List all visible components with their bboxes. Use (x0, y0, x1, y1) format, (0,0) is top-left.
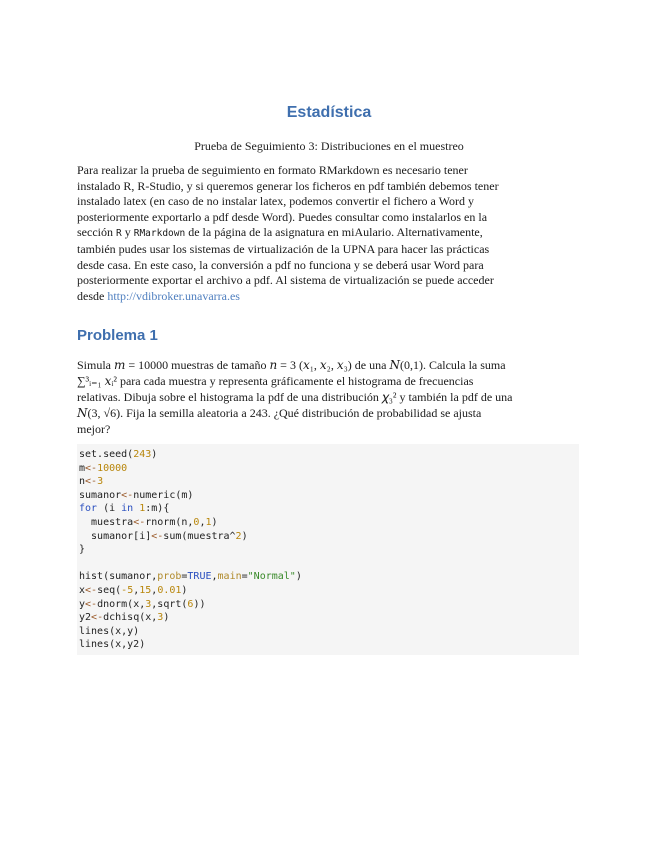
intro-line: también pudes usar los sistemas de virtualización de la UPNA para hacer las prácticas (77, 241, 490, 256)
intro-line: instalado latex (en caso de no instalar latex, podemos convertir el fichero a Word y (77, 194, 475, 209)
problem-statement (77, 357, 581, 437)
code-line: } (79, 544, 86, 556)
code-line: muestra<-rnorm(n,0,1) (79, 516, 218, 528)
problem-line: mejor? (77, 422, 111, 436)
code-line: set.seed(243) (79, 449, 158, 460)
intro-text: y (121, 225, 134, 240)
code-line: y<-dnorm(x,3,sqrt(6)) (79, 598, 206, 610)
code-line: lines(x,y) (79, 625, 140, 637)
intro-paragraph (77, 163, 581, 304)
intro-line: desde casa. En este caso, la conversión a pdf no funciona y se deberá usar Word para (77, 257, 484, 272)
code-line: for (i in 1:m){ (79, 503, 170, 515)
code-block (77, 444, 579, 655)
code-line: n<-3 (79, 476, 104, 488)
intro-text: de la página de la asignatura en miAulario. Alternativamente, (185, 225, 483, 240)
code-line: x<-seq(-5,15,0.01) (79, 584, 188, 596)
code-line: sumanor[i]<-sum(muestra^2) (79, 530, 248, 542)
intro-line: posteriormente exportarlo a pdf desde Word). Puedes consultar como instalarlos en la (77, 209, 488, 224)
code-line: lines(x,y2) (79, 639, 146, 651)
code-line: sumanor<-numeric(m) (79, 489, 194, 501)
inline-code-rmarkdown: RMarkdown (133, 228, 186, 240)
intro-text: sección (77, 225, 116, 240)
intro-line (77, 225, 581, 242)
problem-line: ∑³ᵢ₌₁ 𝑥ᵢ² para cada muestra y representa gráficamente el histograma de frecuencias (77, 374, 474, 388)
code-line: y2<-dchisq(x,3) (79, 612, 170, 624)
problem-line: Simula 𝑚 = 10000 muestras de tamaño 𝑛 = 3 (𝑥₁, 𝑥₂, 𝑥₃) de una 𝑁(0,1). Calcula la suma (77, 358, 506, 372)
code-line (79, 557, 579, 571)
problem-heading: Problema 1 (77, 327, 158, 344)
intro-line: posteriormente exportar el archivo a pdf. Al sistema de virtualización se puede acceder (77, 273, 494, 288)
problem-line: relativas. Dibuja sobre el histograma la pdf de una distribución 𝜒₃² y también la pdf de una (77, 390, 513, 404)
document-title: Estadística (286, 104, 372, 121)
intro-line: Para realizar la prueba de seguimiento en formato RMarkdown es necesario tener (77, 163, 468, 177)
document-subtitle: Prueba de Seguimiento 3: Distribuciones en el muestreo (194, 139, 464, 153)
intro-text: desde (77, 288, 108, 303)
inline-code-r: R (115, 228, 122, 240)
code-line: m<-10000 (79, 462, 128, 474)
code-line: hist(sumanor,prob=TRUE,main="Normal") (79, 571, 302, 583)
intro-line: instalado R, R-Studio, y si queremos generar los ficheros en pdf también debemos tener (77, 178, 499, 193)
intro-line (77, 289, 581, 305)
problem-line: 𝑁(3, √6). Fija la semilla aleatoria a 243. ¿Qué distribución de probabilidad se ajusta (77, 406, 482, 420)
vdibroker-link[interactable]: http://vdibroker.unavarra.es (107, 288, 240, 303)
